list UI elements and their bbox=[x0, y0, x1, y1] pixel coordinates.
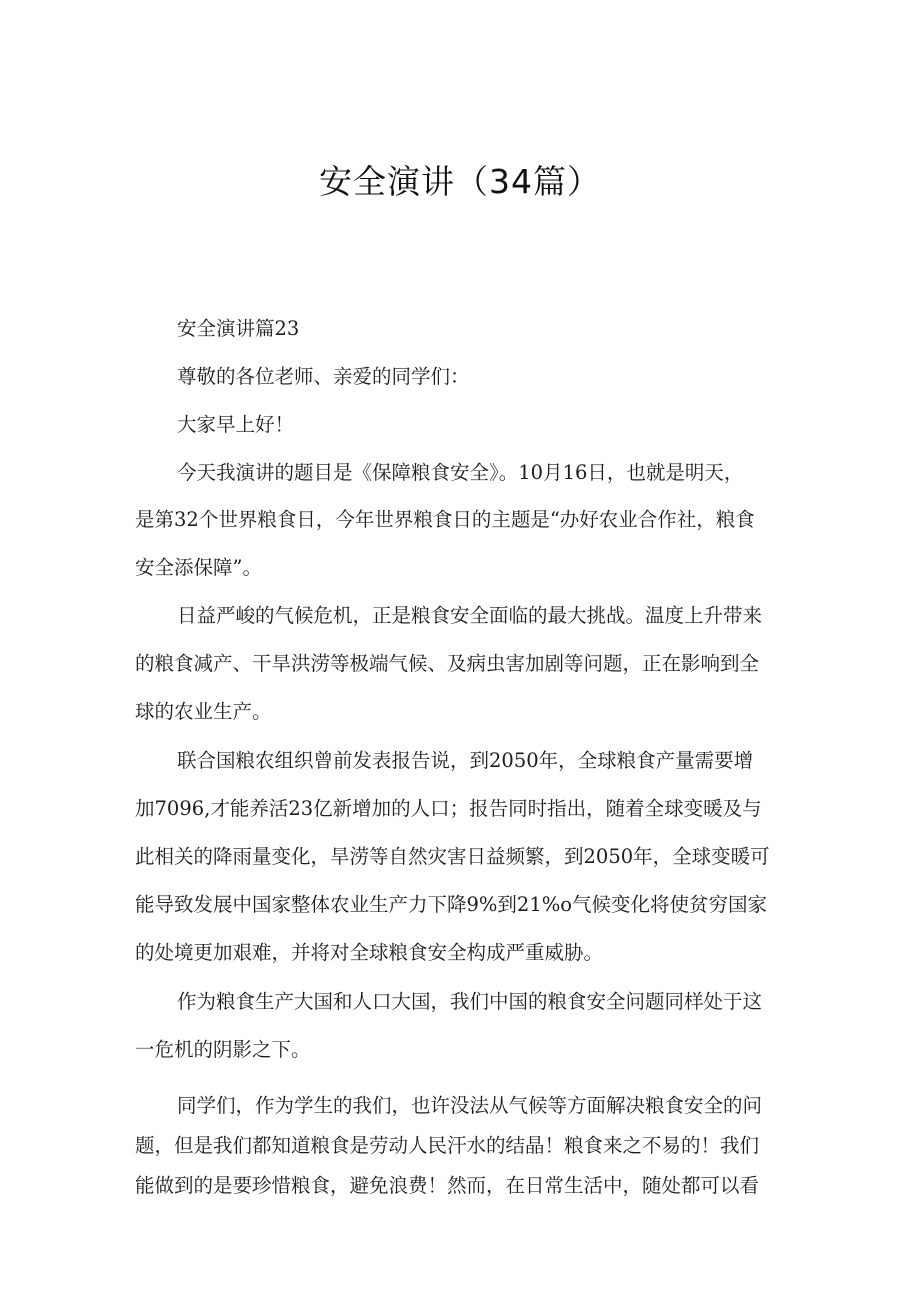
paragraph-line: 题，但是我们都知道粮食是劳动人民汗水的结晶！粮食来之不易的！我们 bbox=[135, 1134, 760, 1157]
paragraph-line: 安全添保障”。 bbox=[135, 556, 262, 579]
paragraph-line: 是第32个世界粮食日，今年世界粮食日的主题是“办好农业合作社，粮食 bbox=[135, 508, 755, 531]
paragraph-line: 加7096,才能养活23亿新增加的人口；报告同时指出，随着全球变暖及与 bbox=[135, 797, 762, 820]
document-title: 安全演讲（34篇） bbox=[319, 162, 601, 201]
paragraph-line: 能导致发展中国家整体农业生产力下降9%到21%o气候变化将使贫穷国家 bbox=[135, 893, 768, 916]
paragraph-line: 的处境更加艰难，并将对全球粮食安全构成严重威胁。 bbox=[135, 941, 604, 964]
paragraph-line: 今天我演讲的题目是《保障粮食安全》。10月16日，也就是明天， bbox=[177, 461, 744, 484]
paragraph-line: 的粮食减产、干旱洪涝等极端气候、及病虫害加剧等问题，正在影响到全 bbox=[135, 652, 760, 675]
paragraph-line: 此相关的降雨量变化，旱涝等自然灾害日益频繁，到2050年，全球变暖可 bbox=[135, 845, 770, 868]
greeting: 大家早上好！ bbox=[177, 413, 295, 436]
paragraph-line: 同学们，作为学生的我们，也许没法从气候等方面解决粮食安全的问 bbox=[177, 1094, 763, 1117]
paragraph-line: 球的农业生产。 bbox=[135, 700, 272, 723]
paragraph-line: 联合国粮农组织曾前发表报告说，到2050年，全球粮食产量需要增 bbox=[177, 749, 754, 772]
salutation: 尊敬的各位老师、亲爱的同学们： bbox=[177, 365, 470, 388]
paragraph-line: 一危机的阴影之下。 bbox=[135, 1038, 311, 1061]
section-heading: 安全演讲篇23 bbox=[177, 317, 300, 340]
paragraph-line: 作为粮食生产大国和人口大国，我们中国的粮食安全问题同样处于这 bbox=[177, 990, 763, 1013]
paragraph-line: 能做到的是要珍惜粮食，避免浪费！然而，在日常生活中，随处都可以看 bbox=[135, 1174, 760, 1197]
paragraph-line: 日益严峻的气候危机，正是粮食安全面临的最大挑战。温度上升带来 bbox=[177, 604, 763, 627]
